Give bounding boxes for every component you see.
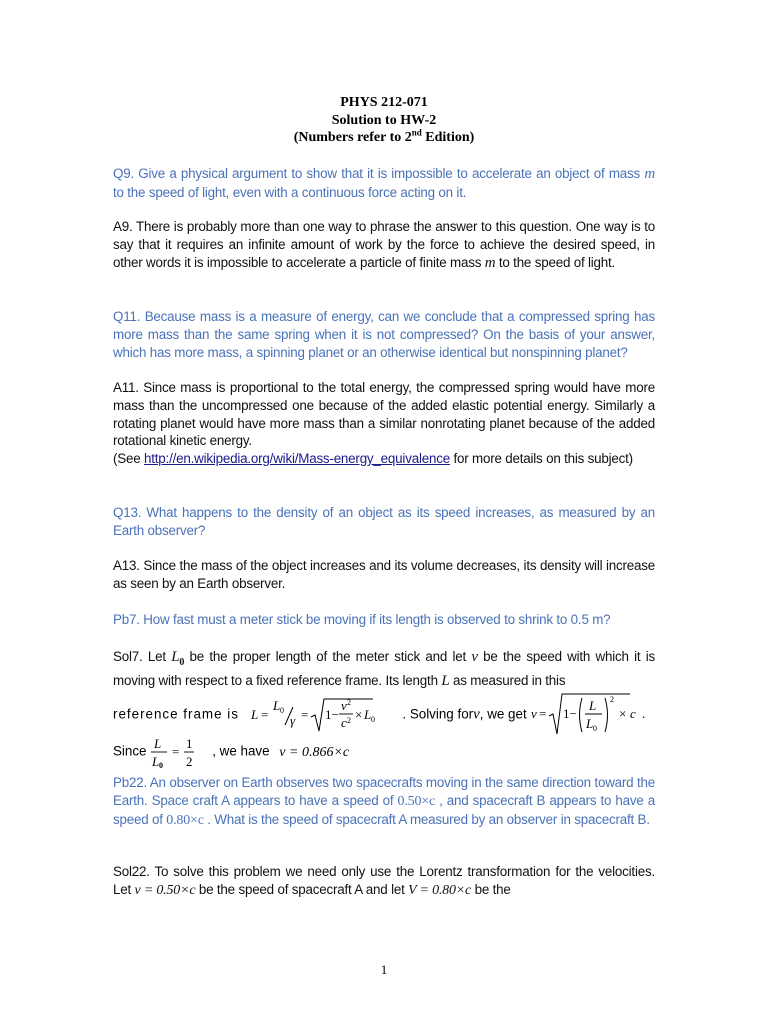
svg-text:L: L	[363, 707, 371, 722]
course-code: PHYS 212-071	[340, 95, 428, 110]
svg-text:0: 0	[159, 761, 164, 770]
a9-text-a: A9. There is probably more than one way to phrase the answer to this question. One way is to say that it requires an infinite amount of work by the force to achieve the desired speed, in other words it is impossible to accelerate a particle of finite mass	[113, 219, 655, 270]
q9-text-a: Q9. Give a physical argument to show that it is impossible to accelerate an object of mass	[113, 166, 645, 181]
edition-note	[0, 129, 768, 147]
problem-pb7: Pb7. How fast must a meter stick be moving if its length is observed to shrink to 0.5 m?	[113, 612, 611, 627]
svg-text:v: v	[531, 706, 538, 721]
svg-text:0: 0	[593, 724, 598, 733]
edition-prefix: (Numbers refer to 2	[293, 130, 412, 145]
pb22-text-a: Pb22. An observer on Earth observes two spacecrafts moving in the same direction toward the Earth. Space craft A appears to have a speed of	[113, 775, 655, 808]
sol7-text-d: as measured in this	[449, 672, 566, 688]
svg-text:2: 2	[346, 716, 351, 725]
svg-text:2: 2	[610, 695, 615, 704]
page-number: 1	[380, 962, 388, 977]
since-text: Since	[113, 743, 147, 759]
svg-text:2: 2	[346, 698, 351, 707]
velocity-solution-formula	[530, 690, 658, 740]
solution-sol22	[113, 863, 655, 900]
a11-text: A11. Since mass is proportional to the total energy, the compressed spring would have more mass than the uncompressed one because of the added elastic potential energy. Similarly a rotating planet would have more mass than a similar nonrotating planet because of the added rotational kinetic energy.	[113, 380, 655, 449]
q9-var-m: m	[644, 166, 655, 182]
svg-text:1−: 1−	[324, 707, 339, 722]
svg-text:γ: γ	[289, 713, 295, 728]
q9-text-b: to the speed of light, even with a continuous force acting on it.	[113, 184, 467, 200]
sol7-var-l0: $L_0$	[171, 649, 185, 668]
we-have-text: , we have	[212, 743, 270, 759]
sol7-text-b: be the proper length of the meter stick and let	[184, 649, 472, 664]
a11-see-suffix: for more details on this subject)	[449, 451, 633, 467]
length-contraction-formula	[249, 693, 399, 737]
pb22-speed-a: 0.50×c	[397, 793, 435, 809]
svg-text:v: v	[340, 698, 347, 713]
answer-a13: A13. Since the mass of the object increases and its volume decreases, its density will increase as seen by an Earth observer.	[113, 558, 655, 591]
pb22-speed-b: 0.80×c	[166, 812, 204, 828]
svg-text:.: .	[642, 706, 646, 721]
svg-text:0: 0	[370, 715, 375, 724]
we-get-text: , we get	[479, 706, 527, 722]
edition-superscript: nd	[411, 127, 422, 138]
solving-text: . Solving for	[402, 706, 474, 722]
svg-text:L: L	[586, 716, 594, 731]
svg-text:L: L	[154, 736, 162, 751]
svg-text:×: ×	[619, 706, 627, 721]
svg-text:=: =	[539, 706, 547, 721]
sol22-speed-v: v = 0.50×c	[134, 882, 196, 898]
eq-prefix: reference frame is	[113, 706, 239, 722]
svg-text:1: 1	[186, 736, 193, 751]
a9-text-b: to the speed of light.	[495, 254, 616, 270]
sol7-text-a: Sol7. Let	[113, 649, 172, 664]
svg-text:c: c	[340, 715, 347, 730]
sol7-var-v: v	[471, 649, 478, 665]
pb22-text-b: , and spacecraft B appears to have a speed of	[113, 792, 655, 827]
ratio-result-line	[113, 734, 349, 770]
sol22-text-a: Sol22. To solve this problem we need only use the Lorentz transformation for the velocities. Let	[113, 864, 655, 897]
length-contraction-equation-line	[113, 690, 658, 740]
question-q13: Q13. What happens to the density of an object as its speed increases, as measured by an Earth observer?	[113, 505, 655, 538]
velocity-result: v = 0.866×c	[279, 744, 350, 760]
svg-text:1−: 1−	[563, 706, 578, 721]
solving-var-v: v	[473, 706, 480, 723]
problem-pb22	[113, 774, 655, 829]
wikipedia-link[interactable]: http://en.wikipedia.org/wiki/Mass-energy_equivalence	[144, 451, 450, 467]
svg-text:L: L	[272, 698, 280, 713]
sol7-text-c: be the speed with which it is moving with respect to a fixed reference frame. Its length	[113, 649, 656, 688]
svg-text:c: c	[630, 706, 637, 721]
svg-text:2: 2	[186, 754, 193, 769]
answer-a11	[113, 379, 655, 468]
sol7-var-l: L	[441, 672, 450, 689]
svg-text:0: 0	[279, 706, 284, 715]
answer-a9	[113, 218, 655, 272]
svg-text:L: L	[152, 754, 160, 769]
document-title: Solution to HW-2	[331, 113, 437, 128]
sol22-text-b: be the speed of spacecraft A and let	[195, 881, 409, 897]
svg-text:×: ×	[354, 707, 362, 722]
question-q11: Q11. Because mass is a measure of energy, can we conclude that a compressed spring has more mass than the same spring when it is not compressed? On the basis of your answer, which has more mass, a spinning planet or an otherwise identical but nonspinning planet?	[113, 309, 655, 360]
svg-text:=: =	[172, 744, 180, 759]
svg-text:L: L	[589, 698, 597, 713]
question-q9	[113, 165, 655, 202]
edition-suffix: Edition)	[421, 130, 475, 145]
ratio-formula	[150, 734, 212, 770]
svg-text:=: =	[260, 707, 268, 722]
svg-text:=: =	[300, 707, 308, 722]
a9-var-m: m	[484, 254, 496, 271]
sol22-text-c: be the	[471, 881, 511, 897]
solution-sol7	[113, 648, 655, 691]
pb22-text-c: . What is the speed of spacecraft A measured by an observer in spacecraft B.	[203, 811, 650, 827]
svg-text:L: L	[250, 707, 258, 722]
a11-see-prefix: (See	[113, 451, 145, 467]
sol22-speed-V: V = 0.80×c	[408, 882, 472, 898]
